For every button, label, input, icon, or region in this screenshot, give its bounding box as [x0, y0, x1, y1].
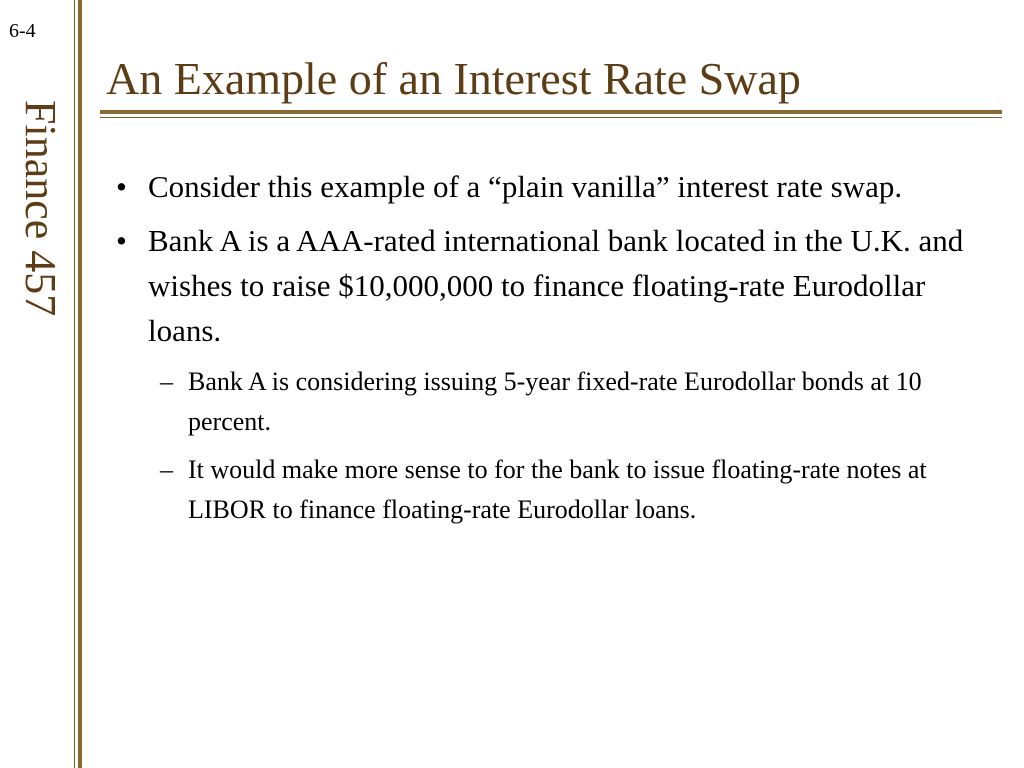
vertical-divider-thick	[78, 0, 82, 768]
vertical-divider-thin	[74, 0, 75, 768]
bullet-item	[110, 164, 1002, 209]
sub-bullet-marker: –	[160, 455, 173, 484]
sub-bullet-text: Bank A is considering issuing 5-year fixed-rate Eurodollar bonds at 10 percent.	[188, 367, 922, 436]
bullet-text: Bank A is a AAA-rated international bank located in the U.K. and wishes to raise $10,000,000 to finance floating-rate Eurodollar loans.	[148, 223, 964, 348]
sub-bullet-item	[160, 450, 1002, 530]
side-label-container	[14, 100, 66, 360]
course-label: Finance 457	[16, 100, 65, 317]
bullet-item	[110, 218, 1002, 353]
slide-number: 6-4	[9, 20, 36, 42]
title-divider-thin	[100, 117, 1002, 118]
slide-title: An Example of an Interest Rate Swap	[106, 53, 801, 104]
sub-bullet-item	[160, 362, 1002, 442]
sub-bullet-marker: –	[160, 367, 173, 396]
bullet-text: Consider this example of a “plain vanilla” interest rate swap.	[148, 169, 903, 204]
sub-bullet-text: It would make more sense to for the bank to issue floating-rate notes at LIBOR to finance floating-rate Eurodollar loans.	[188, 455, 927, 524]
slide-content	[110, 164, 1002, 538]
bullet-marker: •	[116, 169, 127, 204]
bullet-marker: •	[116, 223, 127, 258]
title-divider-thick	[100, 110, 1002, 114]
